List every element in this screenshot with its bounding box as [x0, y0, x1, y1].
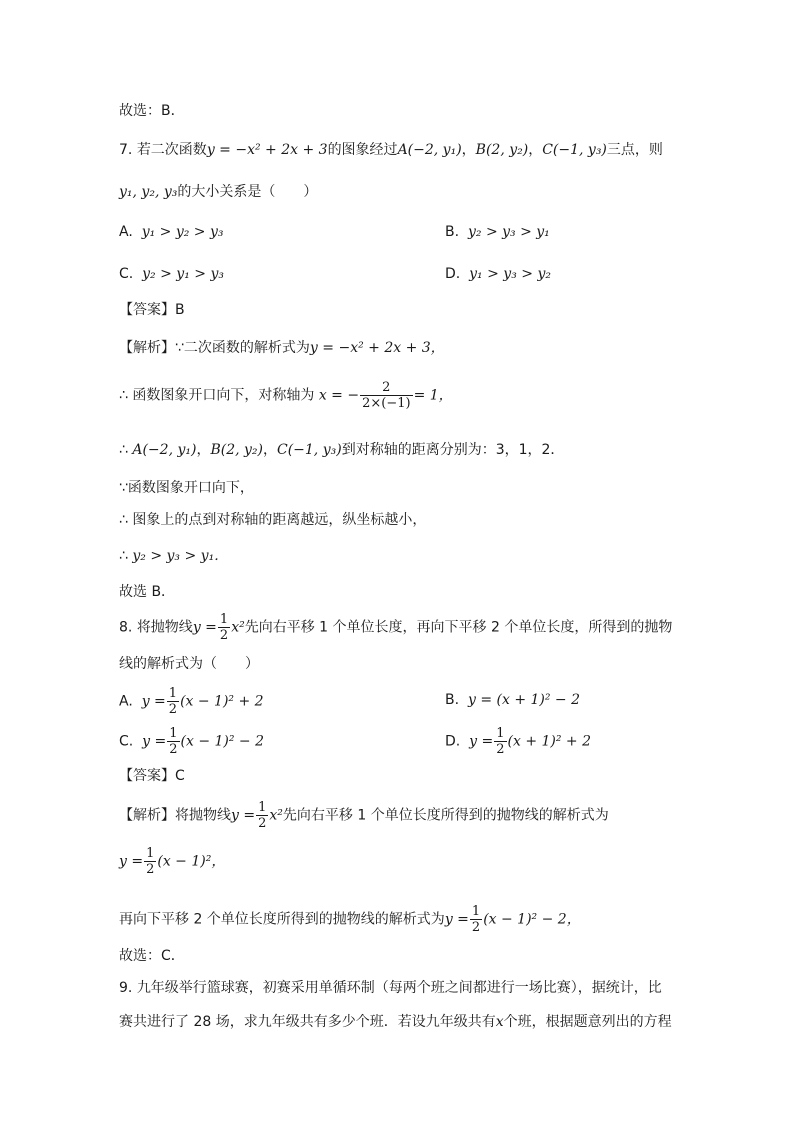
q9-stem-line-1: 9. 九年级举行篮球赛，初赛采用单循环制（每两个班之间都进行一场比赛），据统计，比: [119, 980, 662, 996]
q7-function: y = −x² + 2x + 3: [206, 142, 328, 158]
q8-answer: 【答案】C: [119, 768, 185, 784]
previous-conclusion: 故选：B．: [119, 103, 185, 119]
q8-conclusion: 故选：C．: [119, 948, 185, 964]
q7-point-a: A(−2, y₁): [397, 142, 462, 158]
q7-number: 7.: [119, 142, 133, 158]
q8-stem-line-1: 8. 将抛物线y = $\frac{1}{2}$ x²先向右平移 1 个单位长度，再向下平移 2 个单位长度，所得到的抛物: [119, 612, 673, 643]
q7-answer: 【答案】B: [119, 302, 185, 318]
q8-analysis-line-1: 【解析】将抛物线y = $\frac{1}{2}$ x²先向右平移 1 个单位长度所得到的抛物线的解析式为: [119, 800, 609, 831]
q7-analysis-line-2: ∴ 函数图象开口向下，对称轴为 x = − $\frac{2}{2\times(-1)}$ = 1，: [119, 380, 453, 411]
q8-number: 8.: [119, 619, 133, 636]
q7-option-c: C. y₂ > y₁ > y₃: [119, 266, 224, 282]
q7-stem-line-1: 7. 若二次函数y = −x² + 2x + 3的图象经过A(−2, y₁)，B(2, y₂)，C(−1, y₃)三点，则: [119, 142, 663, 158]
q7-axis-fraction: $\frac{2}{2\times(-1)}$: [362, 380, 411, 411]
q7-analysis-line-4: ∵函数图象开口向下，: [119, 480, 254, 496]
q8-option-c: C. y = $\frac{1}{2}$ (x − 1)² − 2: [119, 726, 265, 757]
q7-conclusion: 故选 B．: [119, 584, 176, 600]
q8-stem-line-2: 线的解析式为（ ）: [119, 656, 259, 672]
q9-stem-line-2: 赛共进行了 28 场，求九年级共有多少个班．若设九年级共有x个班，根据题意列出的方程: [119, 1014, 672, 1030]
q7-point-c: C(−1, y₃): [542, 142, 607, 158]
q9-number: 9.: [119, 980, 133, 996]
because-icon: ∵: [175, 340, 184, 356]
because-icon: ∵: [119, 480, 128, 496]
q8-option-b: B. y = (x + 1)² − 2: [445, 692, 581, 708]
q8-option-d: D. y = $\frac{1}{2}$ (x + 1)² + 2: [445, 726, 592, 757]
q7-analysis-line-5: ∴ 图象上的点到对称轴的距离越远，纵坐标越小，: [119, 512, 427, 528]
q7-analysis-line-6: ∴ y₂ > y₃ > y₁．: [119, 548, 229, 564]
q7-option-a: A. y₁ > y₂ > y₃: [119, 224, 224, 240]
q8-analysis-line-3: 再向下平移 2 个单位长度所得到的抛物线的解析式为y = $\frac{1}{2}$ (x − 1)² − 2，: [119, 904, 581, 935]
q7-stem-line-2: y₁, y₂, y₃的大小关系是（ ）: [119, 184, 318, 200]
q8-option-a: A. y = $\frac{1}{2}$ (x − 1)² + 2: [119, 686, 264, 717]
q7-analysis-line-3: ∴ A(−2, y₁)，B(2, y₂)，C(−1, y₃)到对称轴的距离分别为：3，1，2．: [119, 442, 565, 458]
q7-option-b: B. y₂ > y₃ > y₁: [445, 224, 550, 240]
q8-analysis-line-2: y = $\frac{1}{2}$ (x − 1)²，: [119, 846, 226, 877]
q7-point-b: B(2, y₂): [475, 142, 529, 158]
q7-analysis-line-1: 【解析】∵二次函数的解析式为y = −x² + 2x + 3，: [119, 340, 445, 356]
half-fraction: $\frac{1}{2}$: [219, 612, 229, 643]
q7-variables: y₁, y₂, y₃: [119, 184, 178, 200]
q7-option-d: D. y₁ > y₃ > y₂: [445, 266, 551, 282]
